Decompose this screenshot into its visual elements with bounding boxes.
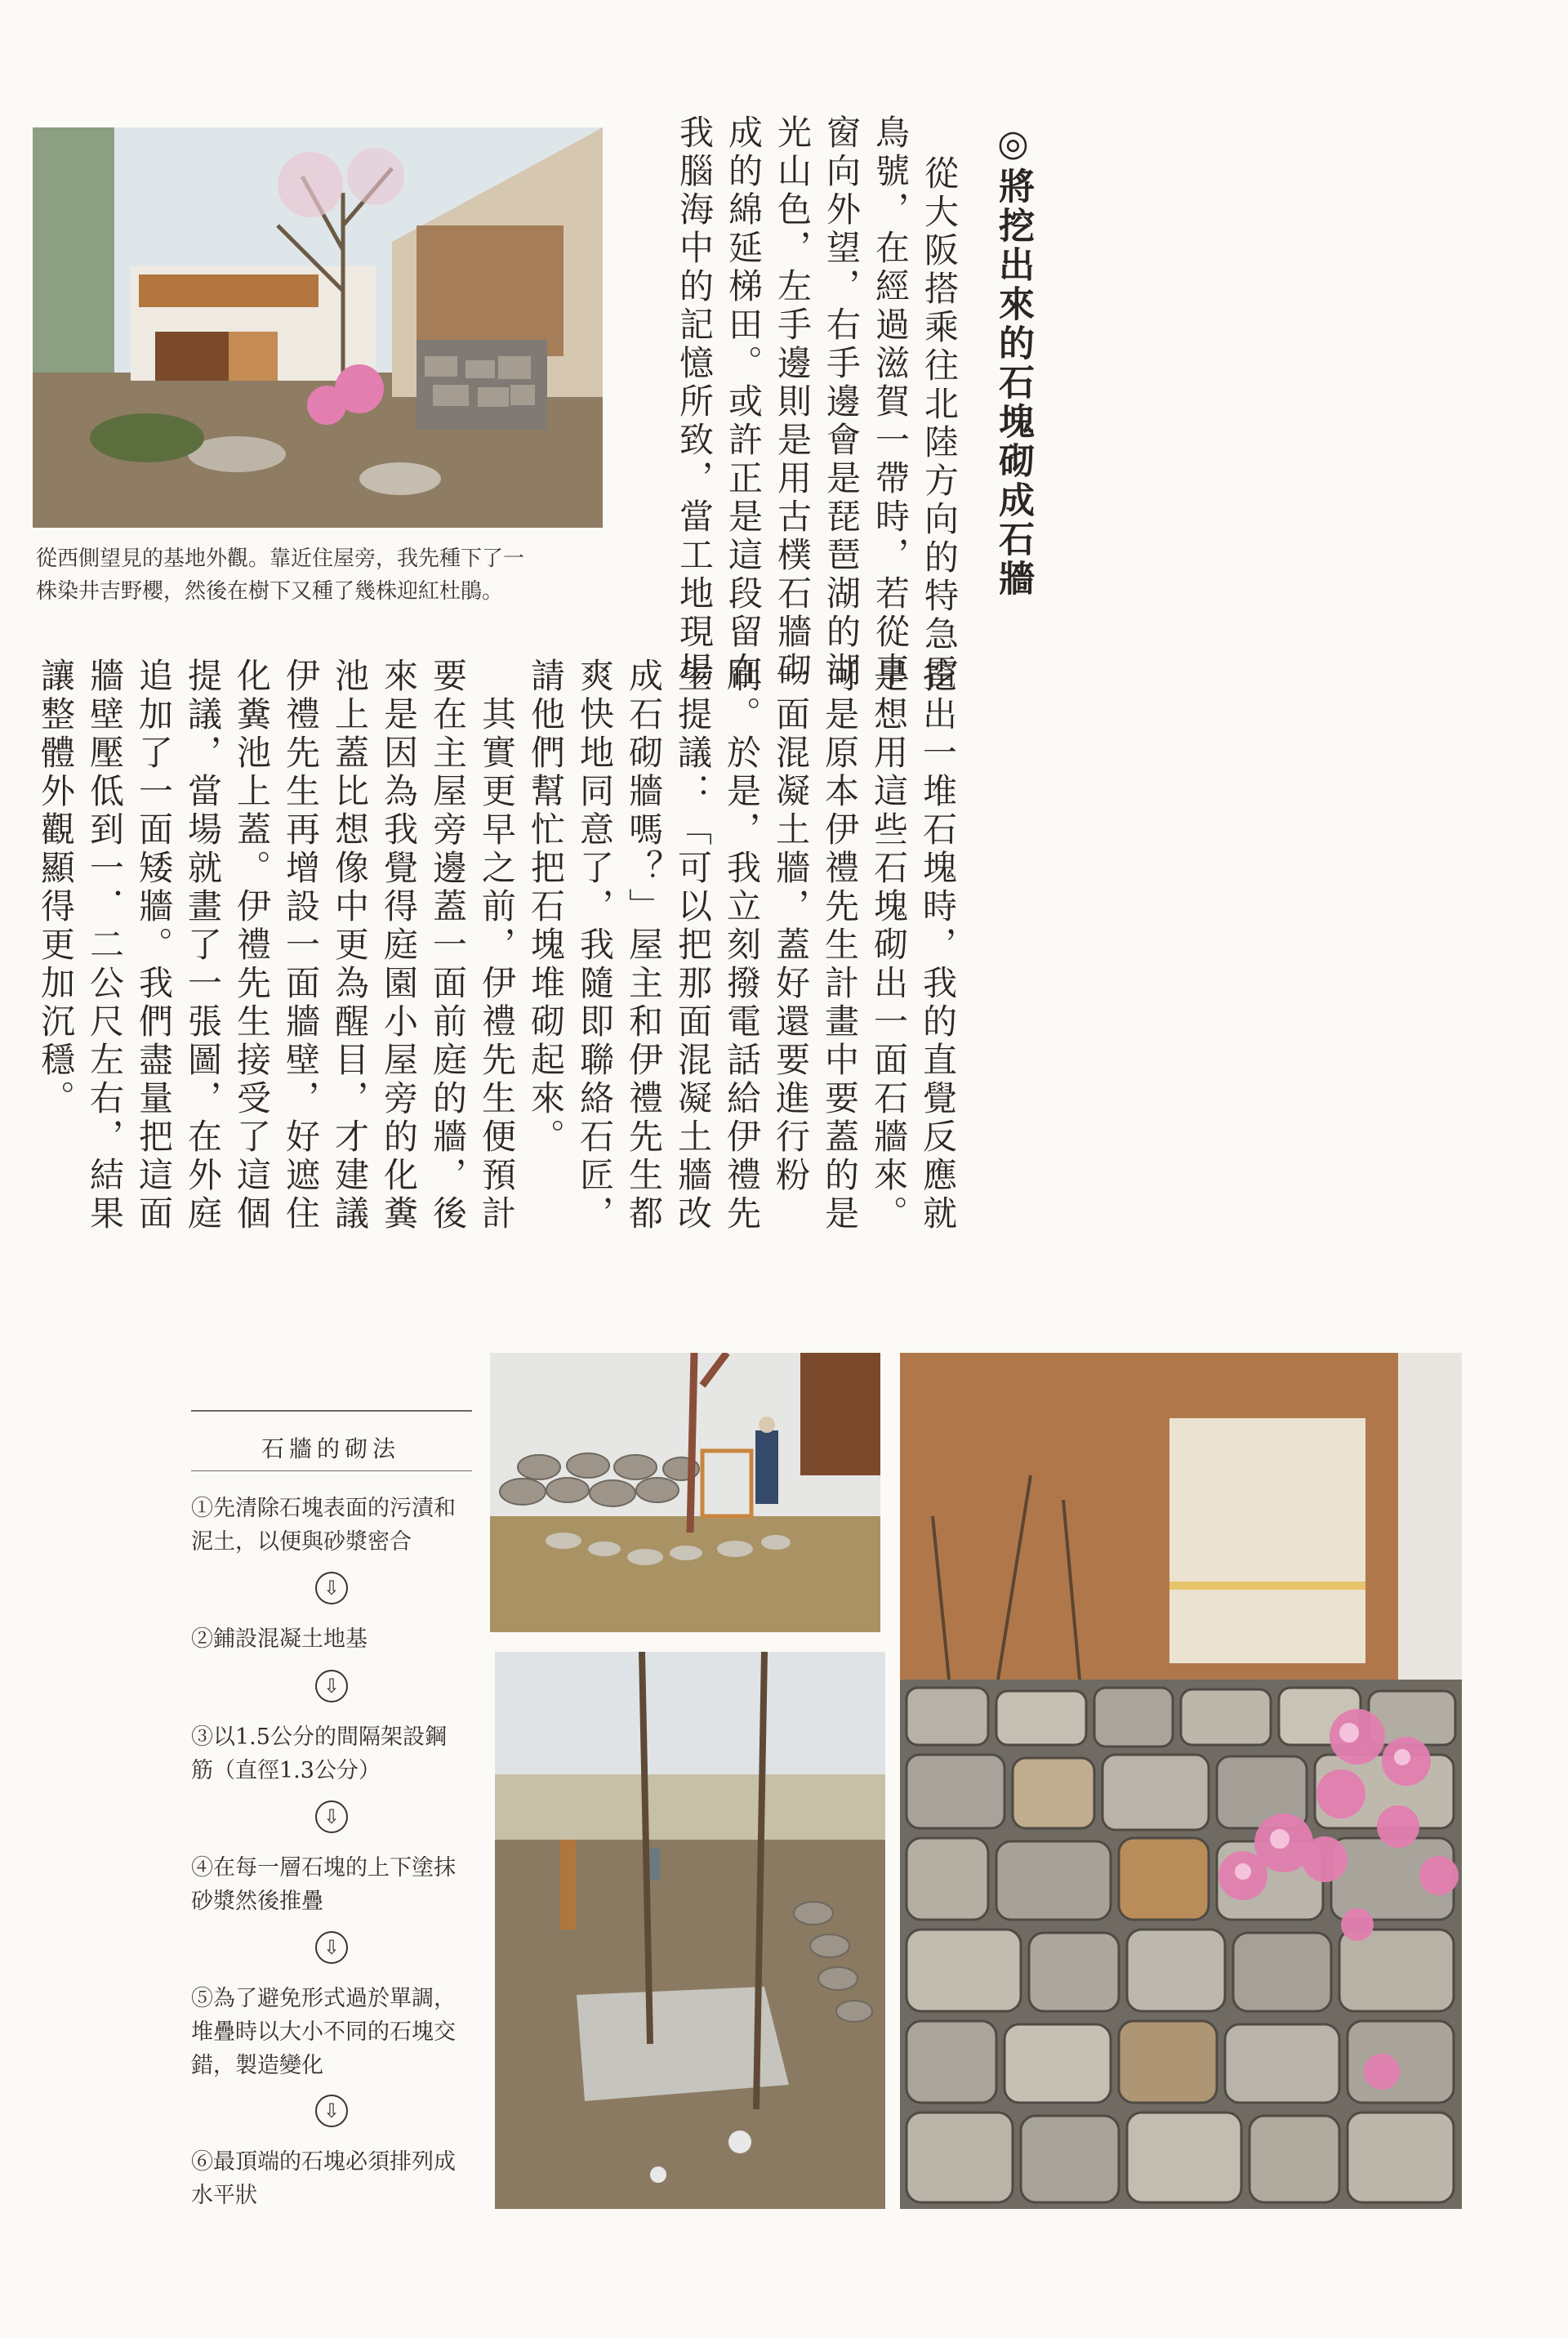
step-5-line-1: ⑤為了避免形式過於單調， xyxy=(191,1986,456,2011)
house-exterior-photo xyxy=(33,127,603,528)
body-column-bottom-15: 化糞池上蓋。伊禮先生接受了這個 xyxy=(232,658,272,1234)
body-column-bottom-5: 刷。於是，我立刻撥電話給伊禮先 xyxy=(722,658,762,1234)
down-arrow-icon: ⇩ xyxy=(315,1931,348,1964)
down-arrow-icon: ⇩ xyxy=(315,2095,348,2127)
step-5 xyxy=(191,1982,485,2082)
body-column-bottom-19: 讓整體外觀顯得更加沉穩。 xyxy=(36,658,76,1118)
step-1 xyxy=(191,1492,485,1559)
step-2-line-1: ②鋪設混凝土地基 xyxy=(191,1626,368,1652)
section-heading: ◎將挖出來的石塊砌成石牆 xyxy=(992,123,1034,599)
body-column-bottom-7: 成石砌牆嗎？」屋主和伊禮先生都 xyxy=(624,658,664,1234)
step-1-line-2: 泥土，以便與砂漿密合 xyxy=(191,1529,412,1555)
body-column-bottom-9: 請他們幫忙把石塊堆砌起來。 xyxy=(526,658,566,1157)
sidebar-title-rule xyxy=(191,1470,472,1471)
photo-caption-line-1: 從西側望見的基地外觀。靠近住屋旁，我先種下了一 xyxy=(36,547,525,571)
step-6-line-1: ⑥最頂端的石塊必須排列成 xyxy=(191,2149,456,2175)
step-6 xyxy=(191,2145,485,2212)
down-arrow-icon: ⇩ xyxy=(315,1800,348,1833)
body-column-bottom-16: 提議，當場就畫了一張圖，在外庭 xyxy=(183,658,223,1234)
down-arrow-icon: ⇩ xyxy=(315,1572,348,1604)
body-column-top-5: 成的綿延梯田。或許正是這段留在 xyxy=(724,114,764,690)
step-4 xyxy=(191,1851,485,1918)
body-column-bottom-3: 可是原本伊禮先生計畫中要蓋的是 xyxy=(820,658,860,1234)
body-column-bottom-1: 挖出一堆石塊時，我的直覺反應就 xyxy=(918,658,958,1234)
body-column-top-2: 鳥號，在經過滋賀一帶時，若從車 xyxy=(871,114,911,690)
body-column-top-3: 窗向外望，右手邊會是琵琶湖的湖 xyxy=(822,114,862,690)
sidebar-title: 石牆的砌法 xyxy=(261,1435,401,1462)
photo-caption-line-2: 株染井吉野櫻，然後在樹下又種了幾株迎紅杜鵑。 xyxy=(36,579,504,604)
step-5-line-3: 錯，製造變化 xyxy=(191,2053,323,2078)
step-3-line-2: 筋（直徑1.3公分） xyxy=(191,1758,381,1783)
step-3-line-1: ③以1.5公分的間隔架設鋼 xyxy=(191,1724,447,1750)
body-column-bottom-2: 是想用這些石塊砌出一面石牆來。 xyxy=(869,658,909,1234)
step-4-line-1: ④在每一層石塊的上下塗抹 xyxy=(191,1855,456,1881)
step-3 xyxy=(191,1720,485,1787)
step-5-line-2: 堆疊時以大小不同的石塊交 xyxy=(191,2019,456,2045)
stone-wall-azalea-photo xyxy=(900,1353,1462,2209)
body-column-bottom-17: 追加了一面矮牆。我們盡量把這面 xyxy=(134,658,174,1234)
body-column-bottom-13: 池上蓋比想像中更為醒目，才建議 xyxy=(330,658,370,1234)
step-4-line-2: 砂漿然後推疊 xyxy=(191,1889,323,1914)
body-column-bottom-6: 生提議：「可以把那面混凝土牆改 xyxy=(673,658,713,1234)
step-6-line-2: 水平狀 xyxy=(191,2183,257,2208)
body-column-top-1: 從大阪搭乘往北陸方向的特急雷 xyxy=(920,155,960,693)
down-arrow-icon: ⇩ xyxy=(315,1670,348,1702)
body-column-bottom-18: 牆壁壓低到一．二公尺左右，結果 xyxy=(85,658,125,1234)
construction-photo-foundation xyxy=(495,1652,885,2209)
body-column-top-6: 我腦海中的記憶所致，當工地現場 xyxy=(675,114,715,690)
body-column-bottom-11: 要在主屋旁邊蓋一面前庭的牆，後 xyxy=(428,658,468,1234)
body-column-top-4: 光山色，左手邊則是用古樸石牆砌 xyxy=(773,114,813,690)
sidebar-top-rule xyxy=(191,1410,472,1412)
body-column-bottom-14: 伊禮先生再增設一面牆壁，好遮住 xyxy=(281,658,321,1234)
body-column-bottom-12: 來是因為我覺得庭園小屋旁的化糞 xyxy=(379,658,419,1234)
body-column-bottom-10: 其實更早之前，伊禮先生便預計 xyxy=(477,658,517,1234)
construction-photo-wall xyxy=(490,1353,880,1632)
body-column-bottom-8: 爽快地同意了，我隨即聯絡石匠， xyxy=(575,658,615,1234)
body-column-bottom-4: 一面混凝土牆，蓋好還要進行粉 xyxy=(771,658,811,1195)
step-2 xyxy=(191,1622,485,1656)
step-1-line-1: ①先清除石塊表面的污漬和 xyxy=(191,1496,456,1521)
